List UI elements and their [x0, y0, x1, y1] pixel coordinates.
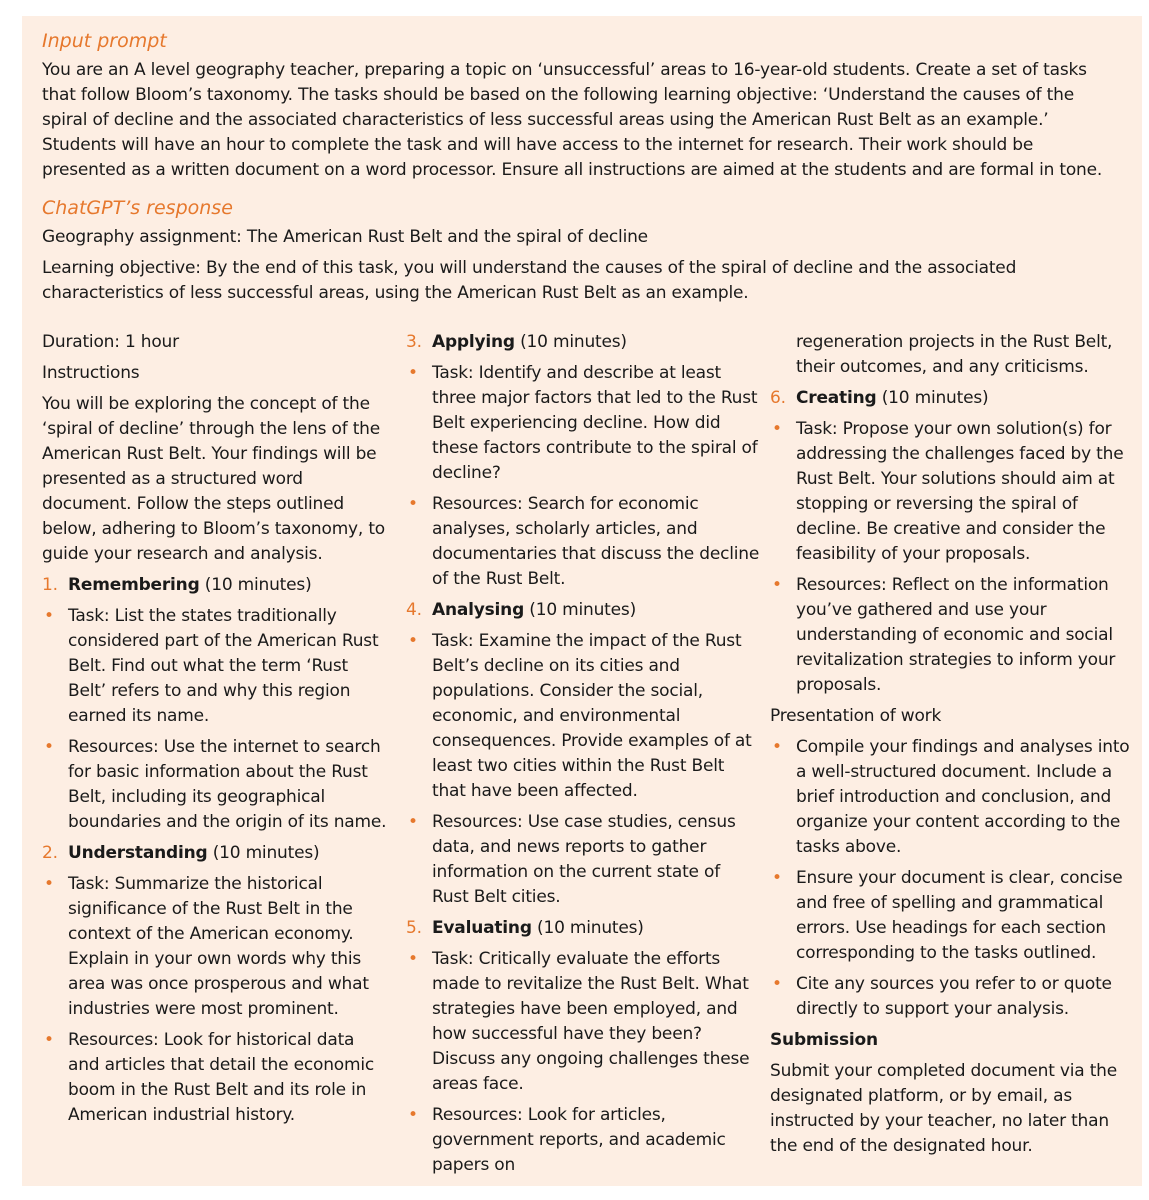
- step-resources: • Resources: Reflect on the information you’ve gathered and use your understanding of economic and social revitalization strategies to inform your proposals.: [770, 573, 1130, 698]
- step-task: • Task: Propose your own solution(s) for addressing the challenges faced by the Rust Belt. Your solutions should aim at stopping or reversing the spiral of decline. Be creative and consider the feasibility of your proposals.: [770, 417, 1130, 567]
- input-prompt-heading: Input prompt: [42, 30, 167, 52]
- step-number: 2.: [42, 843, 58, 863]
- input-prompt-text: You are an A level geography teacher, preparing a topic on ‘unsuccessful’ areas to 16-year-old students. Create a set of tasks that follow Bloom’s taxonomy. The tasks should be based on the following learning objective: ‘Understand the causes of the spiral of decline and the associated characteristics of less successful areas using the American Rust Belt as an example.’ Students will have an hour to complete the task and will have access to the internet for research. Their work should be presented as a written document on a word processor. Ensure all instructions are aimed at the students and are formal in tone.: [42, 60, 1103, 180]
- presentation-heading: Presentation of work: [770, 706, 942, 726]
- step-resources: • Resources: Use the internet to search for basic information about the Rust Belt, including its geographical boundaries and the origin of its name.: [42, 735, 387, 835]
- step-remembering: [42, 573, 387, 598]
- duration: Duration: 1 hour: [42, 332, 179, 352]
- step-time: (10 minutes): [529, 600, 636, 620]
- step-time: (10 minutes): [537, 918, 644, 938]
- step-name: Understanding: [68, 843, 208, 863]
- step-time: (10 minutes): [212, 843, 320, 863]
- step-applying: [406, 330, 761, 355]
- step-number: 5.: [406, 918, 422, 938]
- prompt-response-panel: [22, 16, 1142, 1186]
- step-task: • Task: Examine the impact of the Rust Belt’s decline on its cities and populations. Consider the social, economic, and environmental consequences. Provide examples of at least two cities within the Rust Belt that have been affected.: [406, 629, 761, 804]
- presentation-item: • Compile your findings and analyses into a well-structured document. Include a brief introduction and conclusion, and organize your content according to the tasks above.: [770, 735, 1130, 860]
- instructions-text: You will be exploring the concept of the ‘spiral of decline’ through the lens of the American Rust Belt. Your findings will be presented as a structured word document. Follow the steps outlined below, adhering to Bloom’s taxonomy, to guide your research and analysis.: [42, 394, 385, 564]
- submission-heading: Submission: [770, 1030, 878, 1050]
- submission-text: Submit your completed document via the designated platform, or by email, as instructed by your teacher, no later than the end of the designated hour.: [770, 1061, 1118, 1156]
- step-time: (10 minutes): [204, 575, 312, 595]
- presentation-item: • Ensure your document is clear, concise and free of spelling and grammatical errors. Use headings for each section corresponding to the tasks outlined.: [770, 866, 1130, 966]
- step-evaluating: [406, 916, 761, 941]
- step-resources-continued: regeneration projects in the Rust Belt, their outcomes, and any criticisms.: [796, 332, 1113, 377]
- step-number: 1.: [42, 575, 58, 595]
- column-1: [42, 330, 387, 1134]
- step-name: Creating: [796, 388, 877, 408]
- step-name: Evaluating: [432, 918, 532, 938]
- column-2: [406, 330, 761, 1184]
- step-task: • Task: Summarize the historical significance of the Rust Belt in the context of the American economy. Explain in your own words why this area was once prosperous and what industries were most prominent.: [42, 872, 387, 1022]
- step-resources: • Resources: Search for economic analyses, scholarly articles, and documentaries that discuss the decline of the Rust Belt.: [406, 492, 761, 592]
- step-time: (10 minutes): [881, 388, 989, 408]
- step-task: • Task: Identify and describe at least three major factors that led to the Rust Belt experiencing decline. How did these factors contribute to the spiral of decline?: [406, 361, 761, 486]
- step-name: Analysing: [432, 600, 525, 620]
- learning-objective: Learning objective: By the end of this task, you will understand the causes of the spiral of decline and the associated characteristics of less successful areas, using the American Rust Belt as an example.: [42, 258, 1017, 303]
- step-task: • Task: Critically evaluate the efforts made to revitalize the Rust Belt. What strategies have been employed, and how successful have they been? Discuss any ongoing challenges these areas face.: [406, 947, 761, 1097]
- step-understanding: [42, 841, 387, 866]
- step-number: 6.: [770, 388, 786, 408]
- presentation-item: • Cite any sources you refer to or quote directly to support your analysis.: [770, 972, 1130, 1022]
- step-name: Applying: [432, 332, 515, 352]
- step-resources: • Resources: Use case studies, census data, and news reports to gather information on the current state of Rust Belt cities.: [406, 810, 761, 910]
- column-3: [770, 330, 1130, 1165]
- step-task: • Task: List the states traditionally considered part of the American Rust Belt. Find out what the term ‘Rust Belt’ refers to and why this region earned its name.: [42, 604, 387, 729]
- step-name: Remembering: [68, 575, 200, 595]
- step-number: 3.: [406, 332, 422, 352]
- instructions-heading: Instructions: [42, 363, 140, 383]
- response-heading: ChatGPT’s response: [42, 197, 233, 219]
- step-creating: [770, 386, 1130, 411]
- step-analysing: [406, 598, 761, 623]
- step-number: 4.: [406, 600, 422, 620]
- step-resources: • Resources: Look for historical data and articles that detail the economic boom in the Rust Belt and its role in American industrial history.: [42, 1028, 387, 1128]
- step-resources: • Resources: Look for articles, government reports, and academic papers on: [406, 1103, 761, 1178]
- assignment-title: Geography assignment: The American Rust Belt and the spiral of decline: [42, 227, 648, 247]
- step-time: (10 minutes): [520, 332, 627, 352]
